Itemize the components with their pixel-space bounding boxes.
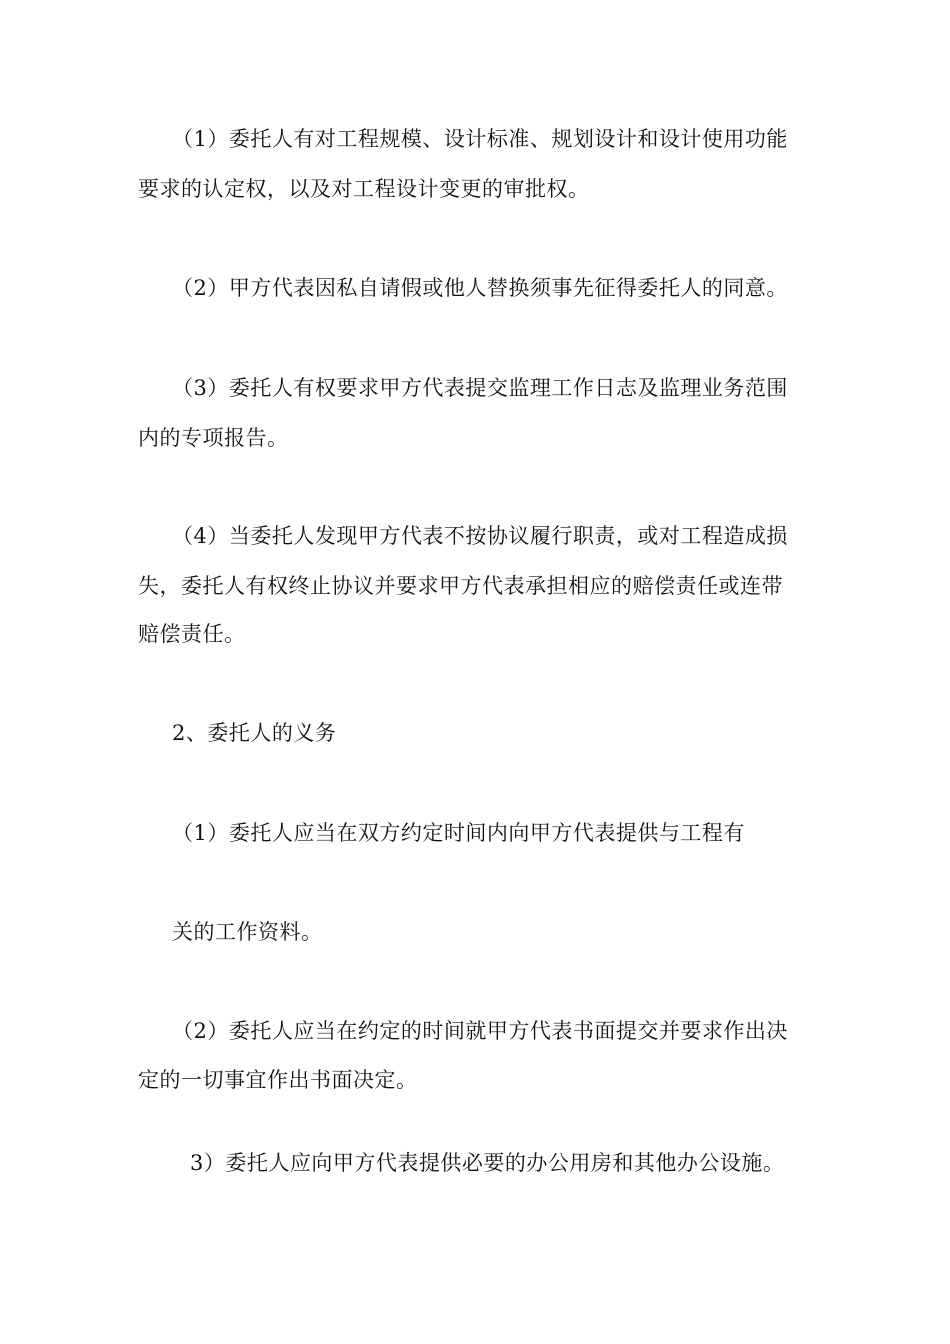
- paragraph-4-line-2: 失，委托人有权终止协议并要求甲方代表承担相应的赔偿责任或连带: [138, 574, 783, 598]
- paragraph-8-line-1: （2）委托人应当在约定的时间就甲方代表书面提交并要求作出决: [172, 1019, 788, 1043]
- paragraph-4-line-3: 赔偿责任。: [138, 622, 246, 646]
- paragraph-1-line-2: 要求的认定权，以及对工程设计变更的审批权。: [138, 177, 590, 201]
- paragraph-4-line-1: （4）当委托人发现甲方代表不按协议履行职责，或对工程造成损: [172, 524, 788, 548]
- paragraph-6-line-1: （1）委托人应当在双方约定时间内向甲方代表提供与工程有: [172, 821, 745, 845]
- section-heading: 2、委托人的义务: [172, 721, 337, 745]
- paragraph-9-line-1: 3）委托人应向甲方代表提供必要的办公用房和其他办公设施。: [190, 1151, 785, 1175]
- paragraph-3-line-2: 内的专项报告。: [138, 426, 289, 450]
- paragraph-7-line-1: 关的工作资料。: [172, 920, 323, 944]
- paragraph-2-line-1: （2）甲方代表因私自请假或他人替换须事先征得委托人的同意。: [172, 276, 788, 300]
- paragraph-3-line-1: （3）委托人有权要求甲方代表提交监理工作日志及监理业务范围: [172, 376, 788, 400]
- paragraph-8-line-2: 定的一切事宜作出书面决定。: [138, 1068, 418, 1092]
- paragraph-1-line-1: （1）委托人有对工程规模、设计标准、规划设计和设计使用功能: [172, 127, 788, 151]
